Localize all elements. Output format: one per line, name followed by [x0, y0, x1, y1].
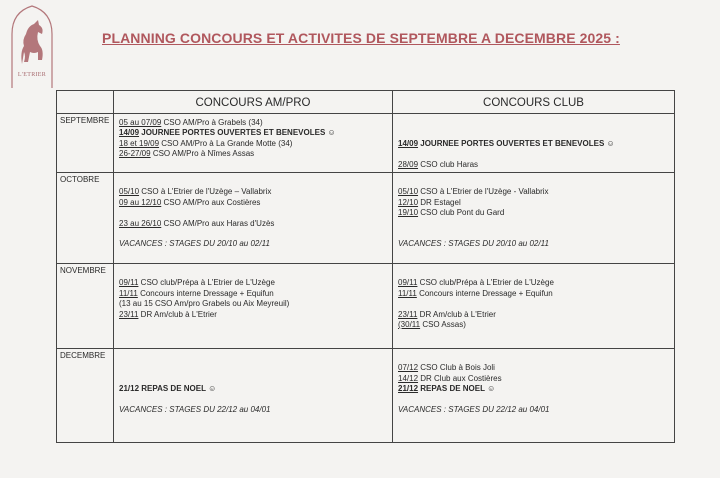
- event-line: [398, 310, 670, 320]
- event-line: [119, 149, 388, 159]
- event-line: [119, 405, 388, 415]
- event-text: DR Estagel: [418, 197, 461, 207]
- club-cell: [393, 114, 675, 173]
- event-line: [119, 219, 388, 229]
- event-line: [398, 187, 670, 197]
- month-label: SEPTEMBRE: [57, 114, 114, 173]
- event-line: [119, 268, 388, 278]
- event-line: [119, 353, 388, 363]
- month-row: [57, 263, 675, 348]
- column-header-club: CONCOURS CLUB: [393, 91, 675, 114]
- event-text: VACANCES : STAGES DU 20/10 au 02/11: [119, 239, 270, 249]
- event-date: 12/10: [398, 197, 419, 207]
- month-label: OCTOBRE: [57, 172, 114, 263]
- event-date: 23/11: [119, 309, 139, 319]
- event-line: [119, 177, 388, 187]
- event-date: (30/11: [398, 319, 421, 329]
- event-date: 11/11: [398, 288, 417, 298]
- page-title: PLANNING CONCOURS ET ACTIVITES DE SEPTEMBRE A DECEMBRE 2025 :: [102, 30, 620, 46]
- ampro-cell: [114, 263, 393, 348]
- event-line: [119, 289, 388, 299]
- planning-table: [56, 90, 675, 443]
- event-date: 23/11: [398, 309, 418, 319]
- event-date: 05/10: [119, 187, 140, 197]
- event-date: 09/11: [398, 278, 418, 288]
- event-line: [119, 374, 388, 384]
- event-text: CSO AM/Pro à Nîmes Assas: [150, 149, 255, 159]
- event-date: 11/11: [119, 288, 138, 298]
- event-date: 19/10: [398, 208, 419, 218]
- event-line: [119, 139, 388, 149]
- event-date: 26-27/09: [119, 149, 151, 159]
- event-text: (13 au 15 CSO Am/pro Grabels ou Aix Meyreuil): [119, 299, 290, 309]
- event-line: [119, 239, 388, 249]
- event-line: [398, 353, 670, 363]
- event-text: Concours interne Dressage + Equifun: [137, 288, 274, 298]
- event-text: 21/12 REPAS DE NOEL ☺: [119, 384, 217, 394]
- event-text: CSO AM/Pro à La Grande Motte (34): [159, 138, 293, 148]
- event-line: [398, 395, 670, 405]
- table-header-row: [57, 91, 675, 114]
- event-text: CSO club/Prépa à L'Etrier de L'Uzège: [138, 278, 275, 288]
- event-text: VACANCES : STAGES DU 22/12 au 04/01: [398, 404, 550, 414]
- event-date: 21/12: [398, 384, 419, 394]
- event-text: DR Club aux Costières: [418, 373, 502, 383]
- event-text: CSO club Pont du Gard: [418, 208, 505, 218]
- event-text: Concours interne Dressage + Equifun: [416, 288, 553, 298]
- event-line: [398, 149, 670, 159]
- event-date: 14/09: [398, 138, 419, 148]
- event-date: 14/12: [398, 373, 419, 383]
- event-text: CSO à L'Etrier de l'Uzège - Vallabrix: [418, 187, 549, 197]
- event-line: [398, 118, 670, 128]
- event-line: [398, 405, 670, 415]
- event-text: CSO AM/Pro aux Haras d'Uzès: [161, 218, 275, 228]
- month-row: [57, 114, 675, 173]
- event-line: [119, 198, 388, 208]
- ampro-cell: [114, 348, 393, 442]
- event-line: [398, 139, 670, 149]
- event-text: CSO AM/Pro aux Costières: [161, 197, 261, 207]
- event-line: [398, 219, 670, 229]
- event-line: [398, 278, 670, 288]
- event-line: [119, 299, 388, 309]
- event-text: CSO Club à Bois Joli: [418, 363, 495, 373]
- event-text: CSO club Haras: [418, 159, 479, 169]
- event-date: 09 au 12/10: [119, 197, 162, 207]
- event-line: [119, 384, 388, 394]
- month-column-header: [57, 91, 114, 114]
- event-text: CSO club/Prépa à L'Etrier de L'Uzège: [417, 278, 554, 288]
- event-date: 23 au 26/10: [119, 218, 162, 228]
- event-date: 05 au 07/09: [119, 118, 162, 127]
- event-line: [398, 177, 670, 187]
- event-line: [398, 268, 670, 278]
- event-text: JOURNEE PORTES OUVERTES ET BENEVOLES ☺: [139, 128, 336, 138]
- event-line: [119, 208, 388, 218]
- event-date: 09/11: [119, 278, 139, 288]
- event-line: [119, 310, 388, 320]
- event-text: JOURNEE PORTES OUVERTES ET BENEVOLES ☺: [418, 138, 615, 148]
- event-line: [398, 208, 670, 218]
- club-cell: [393, 172, 675, 263]
- event-line: [119, 187, 388, 197]
- logo-text: L'ETRIER: [17, 72, 47, 78]
- event-line: [398, 320, 670, 330]
- event-date: 05/10: [398, 187, 419, 197]
- event-line: [398, 128, 670, 138]
- event-text: DR Am/club à L'Etrier: [417, 309, 496, 319]
- event-line: [119, 229, 388, 239]
- event-line: [398, 198, 670, 208]
- event-line: [398, 289, 670, 299]
- event-date: 07/12: [398, 363, 419, 373]
- column-header-ampro: CONCOURS AM/PRO: [114, 91, 393, 114]
- event-text: CSO AM/Pro à Grabels (34): [161, 118, 263, 127]
- ampro-cell: [114, 114, 393, 173]
- event-line: [398, 160, 670, 170]
- event-line: [119, 278, 388, 288]
- event-line: [119, 128, 388, 138]
- month-row: [57, 348, 675, 442]
- event-line: [119, 363, 388, 373]
- club-cell: [393, 348, 675, 442]
- event-line: [398, 374, 670, 384]
- event-text: VACANCES : STAGES DU 22/12 au 04/01: [119, 404, 271, 414]
- event-line: [398, 299, 670, 309]
- month-row: [57, 172, 675, 263]
- event-line: [398, 384, 670, 394]
- month-label: DECEMBRE: [57, 348, 114, 442]
- month-label: NOVEMBRE: [57, 263, 114, 348]
- event-text: CSO à L'Etrier de l'Uzège – Vallabrix: [139, 187, 272, 197]
- event-text: DR Am/club à L'Etrier: [138, 309, 217, 319]
- event-date: 18 et 19/09: [119, 138, 160, 148]
- event-line: [398, 363, 670, 373]
- club-cell: [393, 263, 675, 348]
- event-text: REPAS DE NOEL ☺: [418, 384, 496, 394]
- event-text: VACANCES : STAGES DU 20/10 au 02/11: [398, 239, 549, 249]
- ampro-cell: [114, 172, 393, 263]
- event-line: [119, 395, 388, 405]
- event-date: 28/09: [398, 159, 419, 169]
- event-line: [398, 229, 670, 239]
- event-line: [398, 239, 670, 249]
- event-text: CSO Assas): [420, 319, 466, 329]
- event-line: [119, 118, 388, 128]
- event-date: 14/09: [119, 128, 140, 138]
